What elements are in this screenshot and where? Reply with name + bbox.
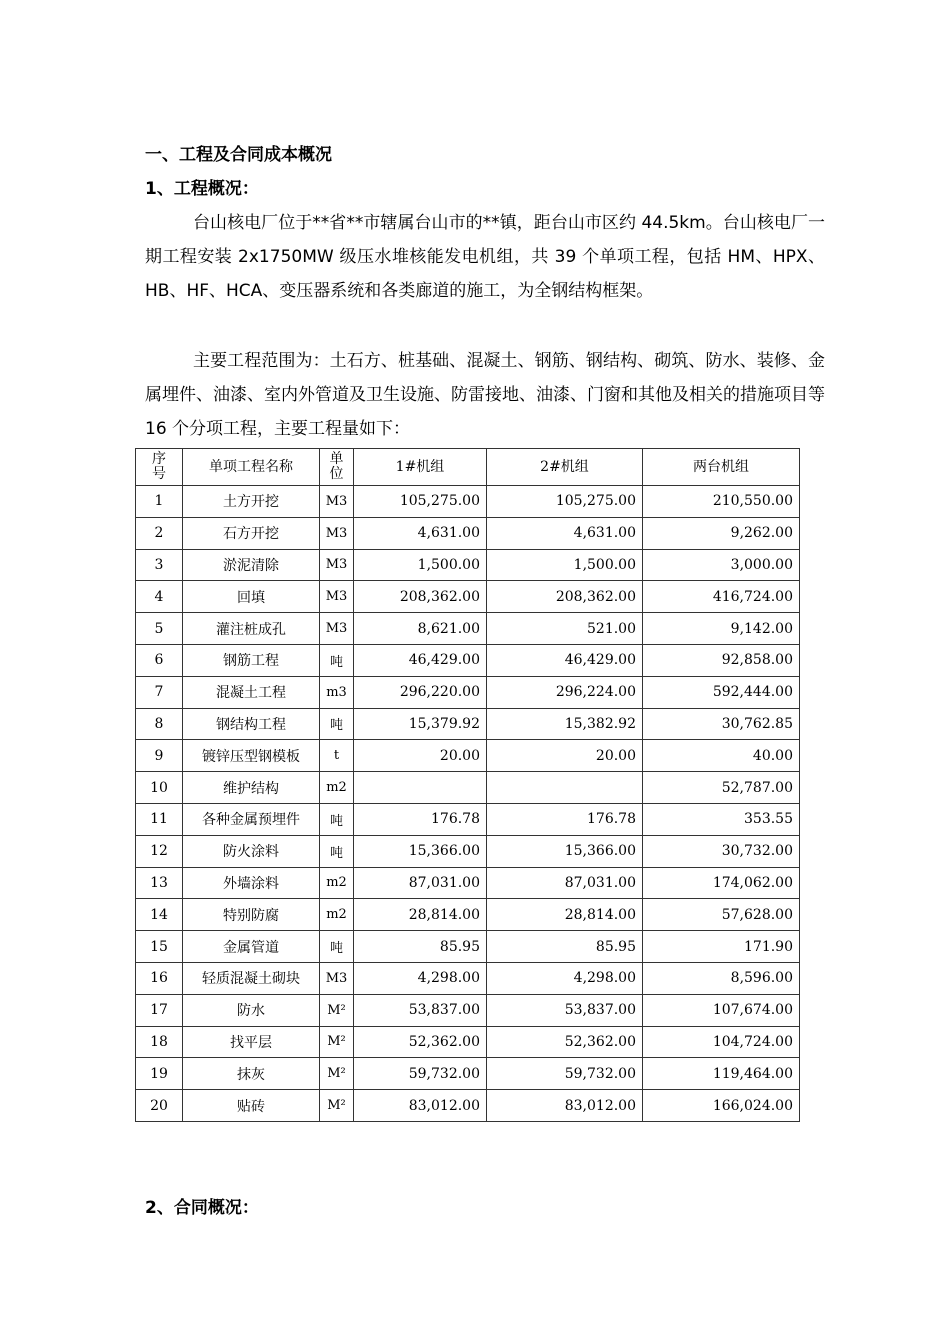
cell-unit: t bbox=[320, 740, 354, 772]
cell-name: 外墙涂料 bbox=[183, 867, 320, 899]
header-both: 两台机组 bbox=[643, 449, 800, 486]
table-row bbox=[136, 803, 800, 835]
cell-unit2: 521.00 bbox=[487, 613, 643, 645]
cell-name: 贴砖 bbox=[183, 1090, 320, 1122]
cell-both: 592,444.00 bbox=[643, 676, 800, 708]
cell-no: 16 bbox=[136, 962, 183, 994]
cell-unit2: 208,362.00 bbox=[487, 581, 643, 613]
cell-name: 镀锌压型钢模板 bbox=[183, 740, 320, 772]
cell-unit1: 28,814.00 bbox=[354, 899, 487, 931]
paragraph-location: 台山核电厂位于**省**市辖属台山市的**镇，距台山市区约 44.5km。台山核电厂一期工程安装 2x1750MW 级压水堆核能发电机组，共 39 个单项工程，包括 HM、HPX、HB、HF、HCA、变压器系统和各类廊道的施工，为全钢结构框架。 bbox=[145, 213, 825, 301]
cell-unit: M² bbox=[320, 1090, 354, 1122]
cell-unit1: 46,429.00 bbox=[354, 644, 487, 676]
cell-no: 20 bbox=[136, 1090, 183, 1122]
table-row bbox=[136, 867, 800, 899]
table-row bbox=[136, 1026, 800, 1058]
cell-name: 轻质混凝土砌块 bbox=[183, 962, 320, 994]
cell-name: 淤泥清除 bbox=[183, 549, 320, 581]
cell-no: 11 bbox=[136, 803, 183, 835]
cell-unit: M3 bbox=[320, 517, 354, 549]
cell-unit1: 85.95 bbox=[354, 931, 487, 963]
cell-name: 防火涂料 bbox=[183, 835, 320, 867]
table-row bbox=[136, 581, 800, 613]
table-row bbox=[136, 644, 800, 676]
cell-unit2: 53,837.00 bbox=[487, 994, 643, 1026]
project-description bbox=[145, 206, 825, 308]
cell-unit: M3 bbox=[320, 486, 354, 518]
subsection-title-contract: 2、合同概况： bbox=[145, 1198, 259, 1218]
cell-unit1: 15,366.00 bbox=[354, 835, 487, 867]
cell-unit: m2 bbox=[320, 867, 354, 899]
cell-name: 防水 bbox=[183, 994, 320, 1026]
cell-name: 特别防腐 bbox=[183, 899, 320, 931]
header-unit2: 2#机组 bbox=[487, 449, 643, 486]
cell-unit2: 4,298.00 bbox=[487, 962, 643, 994]
cell-name: 石方开挖 bbox=[183, 517, 320, 549]
cell-both: 30,732.00 bbox=[643, 835, 800, 867]
cell-unit2: 296,224.00 bbox=[487, 676, 643, 708]
cell-unit1: 176.78 bbox=[354, 803, 487, 835]
cell-name: 抹灰 bbox=[183, 1058, 320, 1090]
cell-both: 104,724.00 bbox=[643, 1026, 800, 1058]
cell-unit2: 15,382.92 bbox=[487, 708, 643, 740]
cell-no: 10 bbox=[136, 772, 183, 804]
table-row bbox=[136, 962, 800, 994]
cell-no: 6 bbox=[136, 644, 183, 676]
cell-unit1: 83,012.00 bbox=[354, 1090, 487, 1122]
cell-both: 107,674.00 bbox=[643, 994, 800, 1026]
cell-unit2: 28,814.00 bbox=[487, 899, 643, 931]
cell-both: 30,762.85 bbox=[643, 708, 800, 740]
cell-name: 各种金属预埋件 bbox=[183, 803, 320, 835]
table-row bbox=[136, 708, 800, 740]
cell-both: 3,000.00 bbox=[643, 549, 800, 581]
cell-unit1: 296,220.00 bbox=[354, 676, 487, 708]
cell-name: 金属管道 bbox=[183, 931, 320, 963]
cell-unit2: 1,500.00 bbox=[487, 549, 643, 581]
cell-unit1: 8,621.00 bbox=[354, 613, 487, 645]
cell-no: 17 bbox=[136, 994, 183, 1026]
quantity-table bbox=[135, 448, 800, 1122]
table-row bbox=[136, 899, 800, 931]
cell-both: 210,550.00 bbox=[643, 486, 800, 518]
cell-unit1: 52,362.00 bbox=[354, 1026, 487, 1058]
header-unit: 单位 bbox=[320, 449, 354, 486]
cell-unit: 吨 bbox=[320, 644, 354, 676]
cell-name: 钢结构工程 bbox=[183, 708, 320, 740]
cell-no: 18 bbox=[136, 1026, 183, 1058]
cell-unit1: 4,298.00 bbox=[354, 962, 487, 994]
cell-unit1: 87,031.00 bbox=[354, 867, 487, 899]
table-row bbox=[136, 549, 800, 581]
cell-unit2: 46,429.00 bbox=[487, 644, 643, 676]
cell-unit2: 52,362.00 bbox=[487, 1026, 643, 1058]
paragraph-scope: 主要工程范围为：土石方、桩基础、混凝土、钢筋、钢结构、砌筑、防水、装修、金属埋件、油漆、室内外管道及卫生设施、防雷接地、油漆、门窗和其他及相关的措施项目等 16 个分项工程，主要工程量如下： bbox=[145, 351, 825, 439]
cell-unit: M² bbox=[320, 994, 354, 1026]
cell-unit: 吨 bbox=[320, 708, 354, 740]
cell-no: 3 bbox=[136, 549, 183, 581]
cell-unit2: 15,366.00 bbox=[487, 835, 643, 867]
table-row bbox=[136, 1090, 800, 1122]
table-row bbox=[136, 931, 800, 963]
header-unit1: 1#机组 bbox=[354, 449, 487, 486]
cell-name: 混凝土工程 bbox=[183, 676, 320, 708]
cell-no: 13 bbox=[136, 867, 183, 899]
table-row bbox=[136, 1058, 800, 1090]
cell-unit1: 1,500.00 bbox=[354, 549, 487, 581]
table-row bbox=[136, 613, 800, 645]
cell-no: 8 bbox=[136, 708, 183, 740]
cell-both: 9,142.00 bbox=[643, 613, 800, 645]
table-body bbox=[136, 486, 800, 1122]
cell-unit: m3 bbox=[320, 676, 354, 708]
cell-no: 2 bbox=[136, 517, 183, 549]
cell-both: 171.90 bbox=[643, 931, 800, 963]
table-header-row bbox=[136, 449, 800, 486]
scope-description bbox=[145, 344, 825, 446]
cell-unit2: 176.78 bbox=[487, 803, 643, 835]
header-no: 序号 bbox=[136, 449, 183, 486]
cell-unit: M3 bbox=[320, 962, 354, 994]
cell-unit1 bbox=[354, 772, 487, 804]
cell-unit1: 53,837.00 bbox=[354, 994, 487, 1026]
cell-unit: 吨 bbox=[320, 803, 354, 835]
cell-unit: 吨 bbox=[320, 931, 354, 963]
cell-unit2: 85.95 bbox=[487, 931, 643, 963]
cell-both: 57,628.00 bbox=[643, 899, 800, 931]
cell-unit1: 208,362.00 bbox=[354, 581, 487, 613]
table-row bbox=[136, 772, 800, 804]
table-row bbox=[136, 517, 800, 549]
cell-no: 9 bbox=[136, 740, 183, 772]
cell-both: 416,724.00 bbox=[643, 581, 800, 613]
cell-unit1: 15,379.92 bbox=[354, 708, 487, 740]
cell-no: 12 bbox=[136, 835, 183, 867]
cell-both: 119,464.00 bbox=[643, 1058, 800, 1090]
cell-unit2: 20.00 bbox=[487, 740, 643, 772]
cell-both: 40.00 bbox=[643, 740, 800, 772]
cell-unit2 bbox=[487, 772, 643, 804]
cell-name: 土方开挖 bbox=[183, 486, 320, 518]
cell-both: 8,596.00 bbox=[643, 962, 800, 994]
cell-no: 4 bbox=[136, 581, 183, 613]
cell-unit: M² bbox=[320, 1058, 354, 1090]
header-name: 单项工程名称 bbox=[183, 449, 320, 486]
cell-unit1: 4,631.00 bbox=[354, 517, 487, 549]
cell-unit: M² bbox=[320, 1026, 354, 1058]
cell-name: 回填 bbox=[183, 581, 320, 613]
cell-unit1: 59,732.00 bbox=[354, 1058, 487, 1090]
subsection-title-project: 1、工程概况： bbox=[145, 179, 259, 199]
cell-unit: m2 bbox=[320, 899, 354, 931]
cell-unit2: 83,012.00 bbox=[487, 1090, 643, 1122]
cell-unit: M3 bbox=[320, 613, 354, 645]
cell-both: 174,062.00 bbox=[643, 867, 800, 899]
cell-unit2: 4,631.00 bbox=[487, 517, 643, 549]
table-row bbox=[136, 676, 800, 708]
cell-name: 灌注桩成孔 bbox=[183, 613, 320, 645]
cell-unit: M3 bbox=[320, 581, 354, 613]
cell-no: 15 bbox=[136, 931, 183, 963]
cell-unit1: 20.00 bbox=[354, 740, 487, 772]
cell-unit: M3 bbox=[320, 549, 354, 581]
cell-no: 14 bbox=[136, 899, 183, 931]
cell-unit1: 105,275.00 bbox=[354, 486, 487, 518]
cell-both: 9,262.00 bbox=[643, 517, 800, 549]
cell-name: 找平层 bbox=[183, 1026, 320, 1058]
cell-name: 维护结构 bbox=[183, 772, 320, 804]
table-row bbox=[136, 835, 800, 867]
cell-no: 1 bbox=[136, 486, 183, 518]
table-row bbox=[136, 486, 800, 518]
cell-both: 353.55 bbox=[643, 803, 800, 835]
cell-unit: m2 bbox=[320, 772, 354, 804]
cell-no: 19 bbox=[136, 1058, 183, 1090]
section-title: 一、工程及合同成本概况 bbox=[145, 145, 332, 165]
table-row bbox=[136, 740, 800, 772]
cell-unit2: 59,732.00 bbox=[487, 1058, 643, 1090]
cell-unit2: 105,275.00 bbox=[487, 486, 643, 518]
cell-both: 166,024.00 bbox=[643, 1090, 800, 1122]
cell-unit: 吨 bbox=[320, 835, 354, 867]
cell-name: 钢筋工程 bbox=[183, 644, 320, 676]
table-row bbox=[136, 994, 800, 1026]
cell-unit2: 87,031.00 bbox=[487, 867, 643, 899]
cell-both: 52,787.00 bbox=[643, 772, 800, 804]
cell-no: 5 bbox=[136, 613, 183, 645]
cell-no: 7 bbox=[136, 676, 183, 708]
cell-both: 92,858.00 bbox=[643, 644, 800, 676]
